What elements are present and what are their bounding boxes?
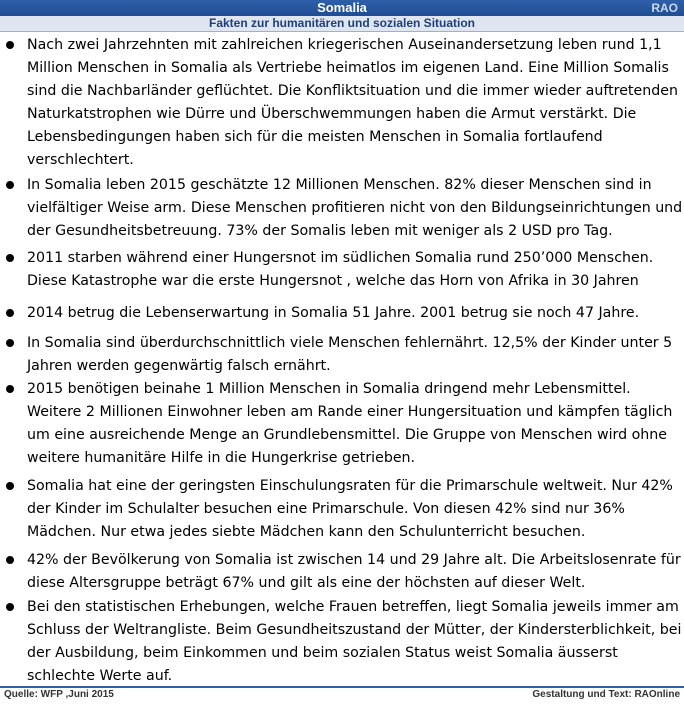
bullet-dot-icon	[6, 385, 14, 393]
bullet-text: Nach zwei Jahrzehnten mit zahlreichen kriegerischen Auseinandersetzung leben rund 1,1 Million Menschen in Somalia als Vertriebe heimatlos im eigenen Land. Eine Million Somalis sind die Nachbarländer geflüchtet. Die Konfliktsituation und die immer wieder auftretenden Naturkatstrophen wie Dürre und Überschwemmungen haben die Armut verstärkt. Die Lebensbedingungen haben sich für die meisten Menschen in Somalia fortlaufend verschlechtert.	[27, 37, 678, 168]
bullet-text: In Somalia leben 2015 geschätzte 12 Millionen Menschen. 82% dieser Menschen sind in vielfältiger Weise arm. Diese Menschen profitieren nicht von den Bildungseinrichtungen und der Gesundheitsbetreuung. 73% der Somalis leben mit weniger als 2 USD pro Tag.	[27, 177, 683, 239]
page-title: Somalia	[317, 0, 367, 15]
rao-badge: RAO	[651, 1, 678, 15]
bullet-text: In Somalia sind überdurchschnittlich viele Menschen fehlernährt. 12,5% der Kinder unter 5 Jahren werden gegenwärtig falsch ernährt.	[27, 335, 673, 374]
bullet-dot-icon	[6, 309, 14, 317]
bullet-text: Somalia hat eine der geringsten Einschulungsraten für die Primarschule weltweit. Nur 42% der Kinder im Schulalter besuchen eine Primarschule. Von diesen 42% sind nur 36% Mädchen. Nur etwa jedes siebte Mädchen kann den Schulunterricht besuchen.	[27, 478, 673, 540]
bullet-list	[6, 34, 682, 684]
credit-note: Gestaltung und Text: RAOnline	[532, 689, 680, 700]
bullet-dot-icon	[6, 556, 14, 564]
bullet-dot-icon	[6, 603, 14, 611]
bullet-dot-icon	[6, 339, 14, 347]
bullet-text: 2014 betrug die Lebenserwartung in Somalia 51 Jahre. 2001 betrug sie noch 47 Jahre.	[27, 305, 640, 321]
bullet-dot-icon	[6, 181, 14, 189]
bullet-dot-icon	[6, 482, 14, 490]
page-subtitle: Fakten zur humanitären und sozialen Situation	[208, 16, 476, 30]
subtitle-bar	[0, 16, 684, 32]
source-note: Quelle: WFP ,Juni 2015	[4, 689, 114, 700]
bullet-text: 42% der Bevölkerung von Somalia ist zwischen 14 und 29 Jahre alt. Die Arbeitslosenrate für diese Altersgruppe beträgt 67% und gilt als eine der höchsten auf dieser Welt.	[27, 552, 681, 591]
bullet-dot-icon	[6, 254, 14, 262]
bullet-text: Bei den statistischen Erhebungen, welche Frauen betreffen, liegt Somalia jeweils immer am Schluss der Weltrangliste. Beim Gesundheitszustand der Mütter, der Kindersterblichkeit, bei der Ausbildung, beim Einkommen und beim sozialen Status weist Somalia äusserst schlechte Werte auf.	[27, 599, 682, 684]
title-bar	[0, 0, 684, 16]
bullet-text: 2015 benötigen beinahe 1 Million Menschen in Somalia dringend mehr Lebensmittel. Weitere 2 Millionen Einwohner leben am Rande einer Hungersituation und kämpfen täglich um eine ausreichende Menge an Grundlebensmittel. Die Gruppe von Menschen wird ohne weitere humanitäre Hilfe in die Hungerkrise getrieben.	[27, 381, 673, 466]
footer	[0, 686, 684, 705]
bullet-text: 2011 starben während einer Hungersnot im südlichen Somalia rund 250’000 Menschen. Diese Katastrophe war die erste Hungersnot , welche das Horn von Afrika in 30 Jahren	[27, 250, 654, 289]
bullet-dot-icon	[6, 41, 14, 49]
